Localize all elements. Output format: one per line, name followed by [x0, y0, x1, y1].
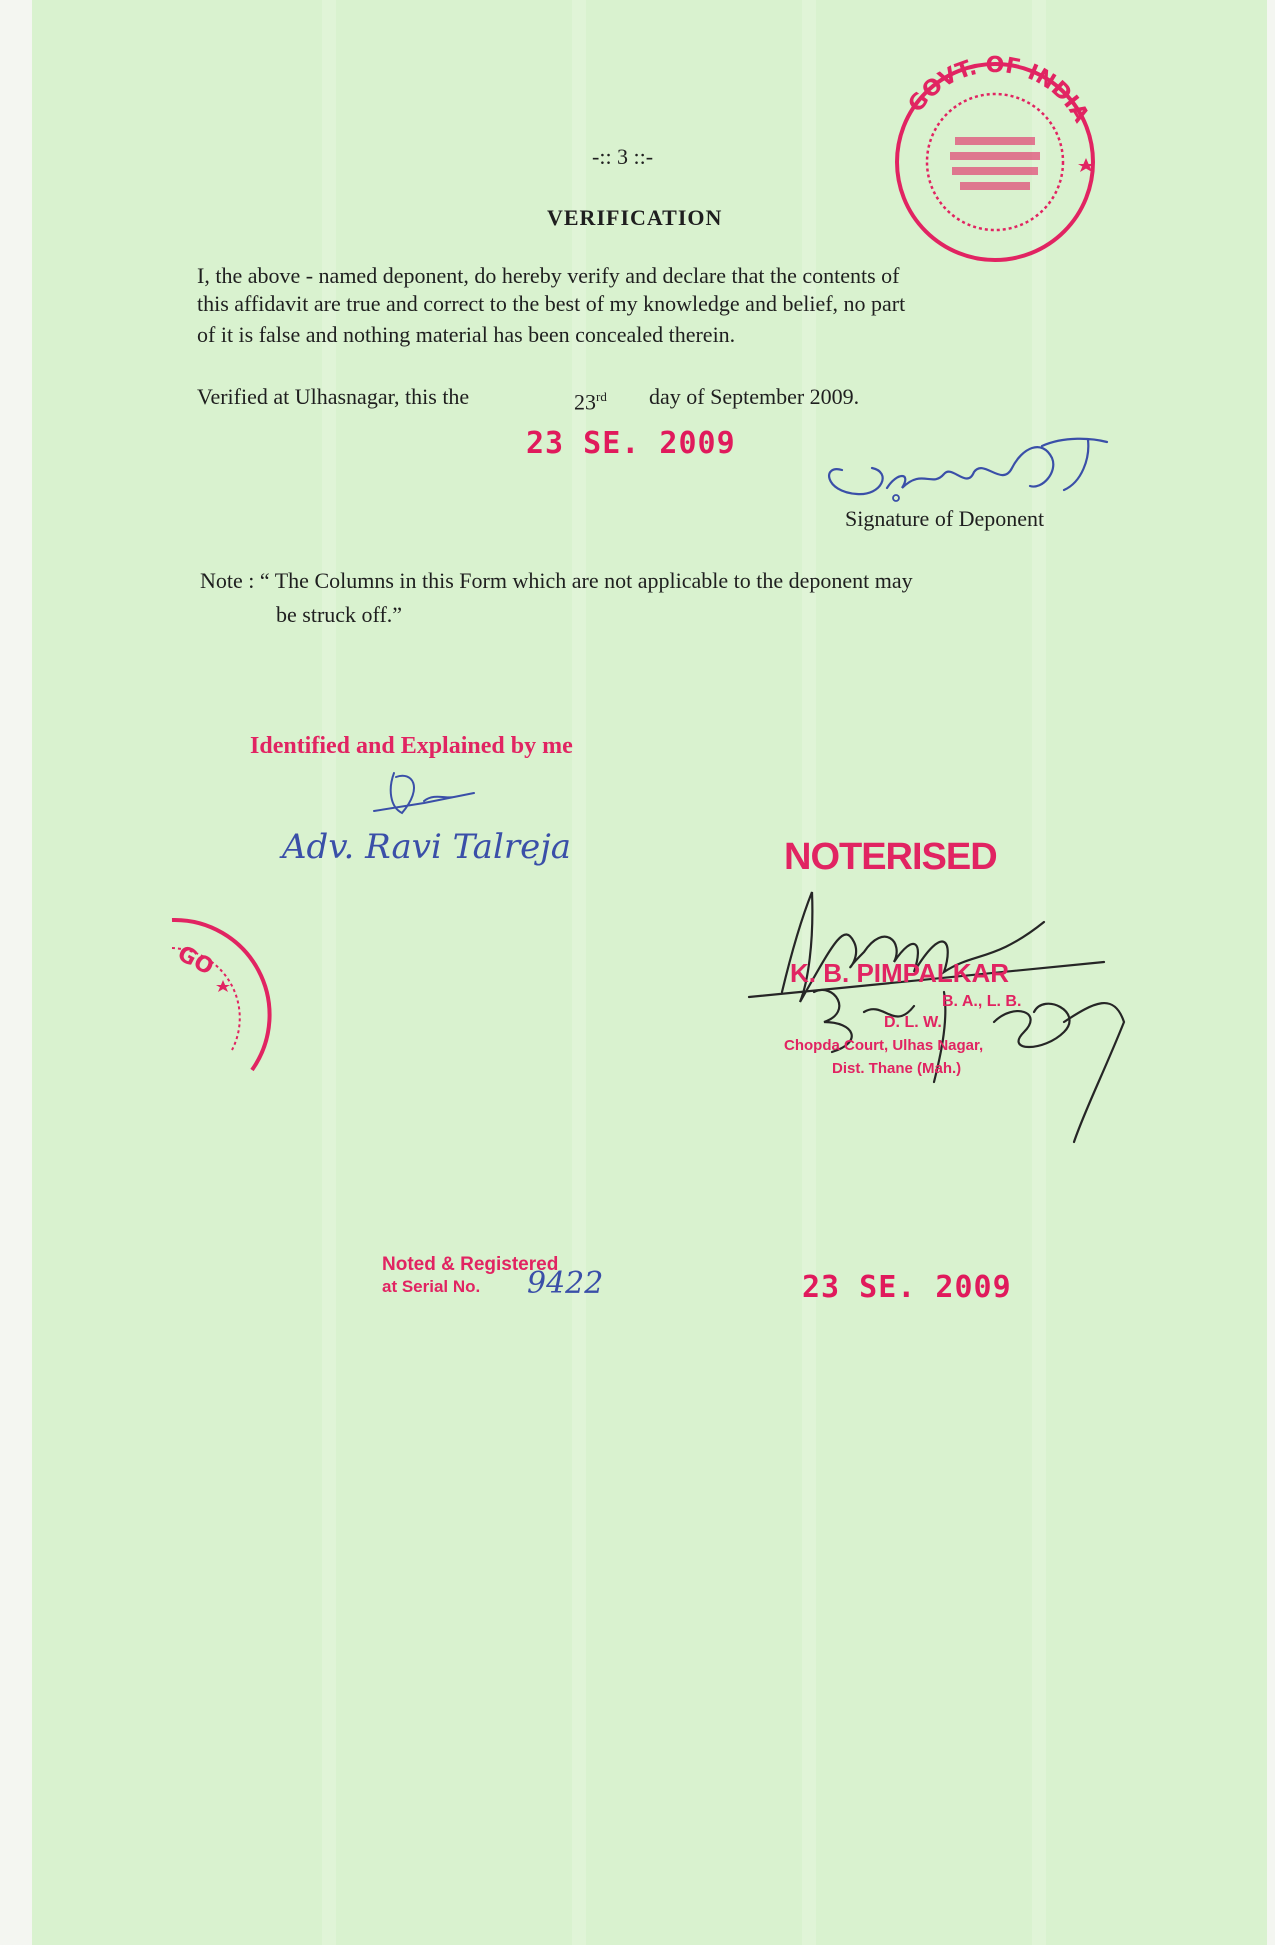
notary-court: Chopda Court, Ulhas Nagar, — [784, 1037, 984, 1054]
seal-text: GOVT. OF INDIA — [903, 52, 1094, 127]
notary-name: K. B. PIMPALKAR — [790, 958, 1010, 988]
date-stamp-bottom: 23 SE. 2009 — [802, 1270, 1012, 1305]
affidavit-sheet — [32, 0, 1267, 1945]
note-line-1: Note : “ The Columns in this Form which are not applicable to the deponent may — [200, 568, 913, 593]
identified-by-stamp: Identified and Explained by me — [250, 733, 573, 759]
notary-degree: B. A., L. B. — [942, 993, 1022, 1010]
verified-suffix: day of September 2009. — [649, 384, 860, 409]
notary-signature — [744, 882, 1164, 1142]
note-line-2: be struck off.” — [276, 602, 403, 627]
notarised-stamp: NOTERISED — [784, 836, 997, 878]
page-number: -:: 3 ::- — [592, 144, 654, 169]
serial-number: 9422 — [527, 1266, 604, 1301]
verified-day-suffix: rd — [596, 389, 607, 404]
declaration-line-3: of it is false and nothing material has been concealed therein. — [197, 322, 736, 347]
verified-prefix: Verified at Ulhasnagar, this the — [197, 384, 470, 409]
advocate-name-handwriting — [282, 818, 682, 878]
noted-registered-stamp: Noted & Registered — [382, 1254, 559, 1275]
verified-day-number: 23 — [574, 389, 596, 415]
declaration-line-1: I, the above - named deponent, do hereby verify and declare that the contents of — [197, 263, 900, 288]
seal-partial-text: GO — [173, 941, 218, 981]
serial-label: at Serial No. — [382, 1277, 481, 1296]
date-stamp-top: 23 SE. 2009 — [526, 426, 736, 461]
verified-day — [574, 380, 607, 418]
notary-district: Dist. Thane (Mah.) — [832, 1060, 962, 1077]
govt-seal-top — [880, 52, 1110, 272]
notary-dlw: D. L. W. — [884, 1014, 942, 1031]
advocate-name-text: Adv. Ravi Talreja — [282, 827, 572, 867]
declaration-line-2: this affidavit are true and correct to the best of my knowledge and belief, no part — [197, 291, 906, 316]
deponent-signature — [802, 428, 1122, 508]
svg-text:GOVT. OF INDIA — [904, 53, 1094, 127]
advocate-initials — [354, 763, 484, 823]
govt-seal-partial — [162, 910, 302, 1080]
signature-label: Signature of Deponent — [845, 506, 1045, 531]
page-heading: VERIFICATION — [547, 205, 723, 230]
